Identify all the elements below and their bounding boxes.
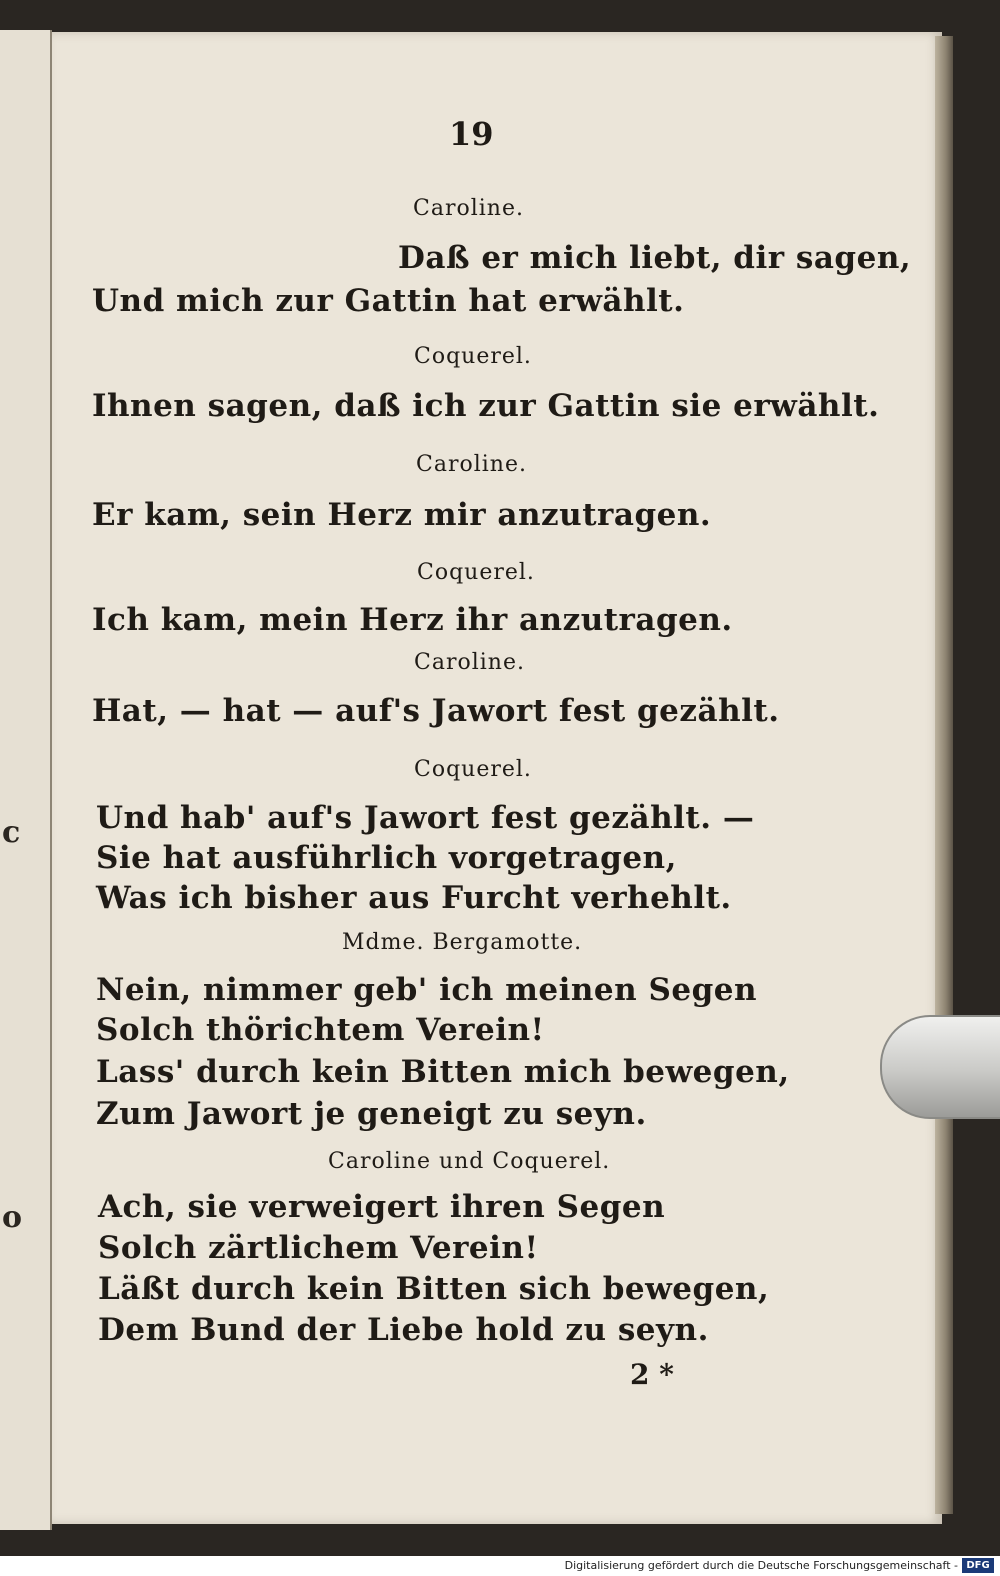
speaker-label: Caroline.: [416, 452, 527, 477]
page-stack-edge: [935, 36, 953, 1514]
speaker-label: Caroline.: [414, 650, 525, 675]
page-clip: [880, 1015, 1000, 1119]
speaker-label: Coquerel.: [417, 560, 535, 585]
verse-line: Und mich zur Gattin hat erwählt.: [92, 283, 685, 319]
speaker-label: Caroline und Coquerel.: [328, 1149, 611, 1174]
verse-line: Nein, nimmer geb' ich meinen Segen: [96, 972, 758, 1008]
verse-line: Hat, — hat — auf's Jawort fest gezählt.: [92, 693, 780, 729]
verse-line: Lass' durch kein Bitten mich bewegen,: [96, 1054, 790, 1090]
verse-line: Dem Bund der Liebe hold zu seyn.: [98, 1312, 709, 1348]
speaker-label: Coquerel.: [414, 344, 532, 369]
verse-line: Und hab' auf's Jawort fest gezählt. —: [96, 800, 755, 836]
facing-page-mark: o: [2, 1200, 23, 1235]
facing-page-mark: c: [2, 815, 21, 850]
page-number: 19: [449, 115, 494, 153]
verse-line: Läßt durch kein Bitten sich bewegen,: [98, 1271, 770, 1307]
speaker-label: Caroline.: [413, 196, 524, 221]
speaker-label: Mdme. Bergamotte.: [342, 930, 583, 955]
signature-mark: 2 *: [630, 1358, 674, 1391]
verse-line: Ihnen sagen, daß ich zur Gattin sie erwählt.: [92, 388, 880, 424]
verse-line: Solch zärtlichem Verein!: [98, 1230, 539, 1266]
verse-line: Zum Jawort je geneigt zu seyn.: [96, 1096, 647, 1132]
speaker-label: Coquerel.: [414, 757, 532, 782]
verse-line: Ach, sie verweigert ihren Segen: [98, 1189, 666, 1225]
verse-line: Sie hat ausführlich vorgetragen,: [96, 840, 677, 876]
verse-line: Solch thörichtem Verein!: [96, 1012, 545, 1048]
verse-line: Ich kam, mein Herz ihr anzutragen.: [92, 602, 733, 638]
verse-line: Was ich bisher aus Furcht verhehlt.: [96, 880, 732, 916]
verse-line: Er kam, sein Herz mir anzutragen.: [92, 497, 712, 533]
facing-page-edge: [0, 30, 52, 1530]
digitization-credit: Digitalisierung gefördert durch die Deutsche Forschungsgemeinschaft -: [564, 1559, 958, 1572]
dfg-logo: DFG: [962, 1558, 994, 1573]
verse-line: Daß er mich liebt, dir sagen,: [398, 240, 912, 276]
